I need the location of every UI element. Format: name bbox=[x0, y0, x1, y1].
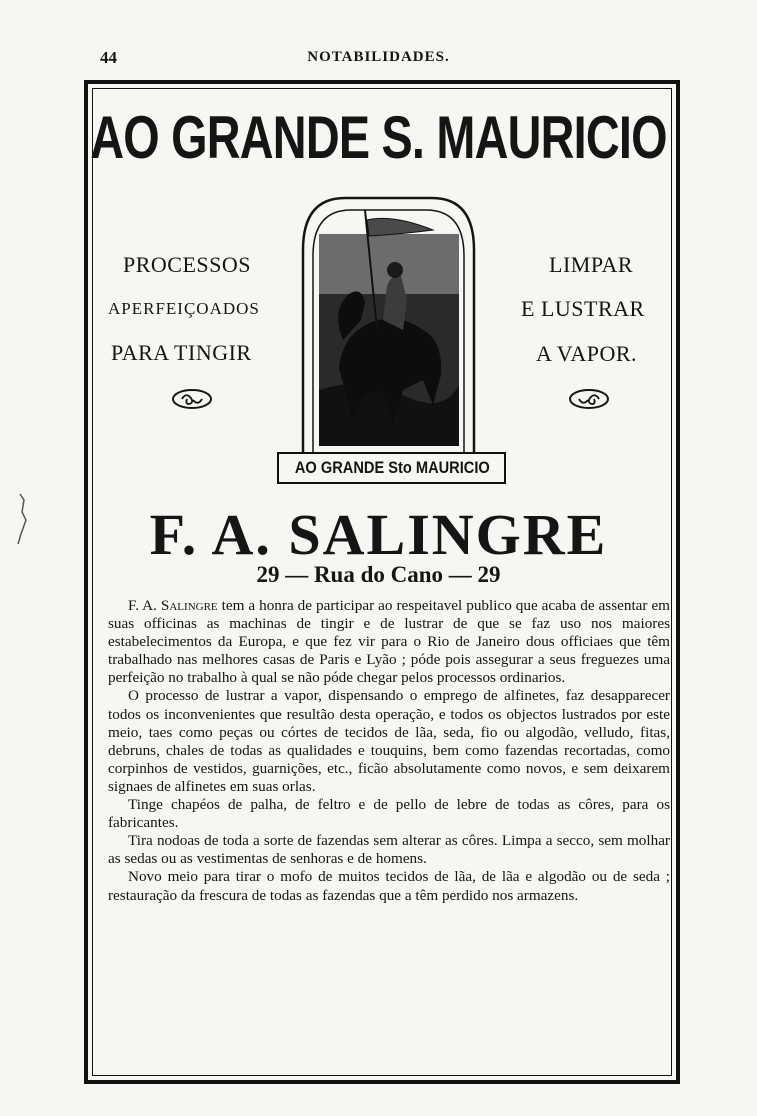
right-line-2: E LUSTRAR bbox=[521, 296, 645, 321]
paragraph-text: tem a honra de participar ao respeitavel publico que acaba de assentar em suas officinas as machinas de tingir e de lustrar de que se faz uso nos maiores estabelecimentos da Europa, e que fez vir para o Rio de Janeiro dous officiaes que têm trabalhado nas melhores casas de Paris e Lyão ; póde pois assegurar a seus freguezes uma perfeição no trabalho à qual se não póde chegar pelos processos ordinarios. bbox=[108, 597, 670, 687]
paragraph: Tinge chapéos de palha, de feltro e de pello de lebre de todas as côres, para os fabricantes. bbox=[108, 796, 670, 832]
paragraph-lead: F. A. Salingre bbox=[128, 597, 218, 614]
page-header bbox=[0, 44, 757, 74]
paragraph bbox=[108, 597, 670, 687]
right-line-1: LIMPAR bbox=[549, 252, 634, 277]
paragraph: O processo de lustrar a vapor, dispensando o emprego de alfinetes, faz desapparecer todos os inconvenientes que resultão desta operação, e todos os objectos lustrados por este meio, taes como peças ou córtes de tecidos de lãa, seda, fio ou algodão, velludo, fitas, debruns, chales de todas as qualidades e touquins, bem como fazendas recortadas, como corpinhos de vestidos, guarnições, etc., ficão absolutamente como novos, e sem deixarem signaes de alfinetes em suas orlas. bbox=[108, 687, 670, 795]
knight-on-horseback-icon bbox=[283, 190, 494, 453]
scroll-flourish-icon bbox=[170, 386, 214, 412]
advert-title: AO GRANDE S. MAURICIO bbox=[90, 104, 667, 171]
paragraph: Novo meio para tirar o mofo de muitos tecidos de lãa, de lãa e algodão ou de seda ; restauração da frescura de todas as fazendas que a têm perdido nos armazens. bbox=[108, 868, 670, 904]
margin-mark bbox=[14, 490, 32, 550]
page-number: 44 bbox=[100, 48, 117, 67]
left-line-3: PARA TINGIR bbox=[111, 340, 252, 365]
advert-body bbox=[108, 597, 670, 905]
running-title: NOTABILIDADES. bbox=[307, 49, 450, 65]
right-line-3: A VAPOR. bbox=[536, 341, 638, 366]
merchant-name: F. A. SALINGRE bbox=[149, 502, 608, 567]
left-line-1: PROCESSOS bbox=[123, 252, 252, 277]
merchant-address: 29 — Rua do Cano — 29 bbox=[256, 562, 501, 587]
paragraph: Tira nodoas de toda a sorte de fazendas sem alterar as côres. Limpa a secco, sem molhar as sedas ou as vestimentas de senhoras e de homens. bbox=[108, 832, 670, 868]
vignette-caption: AO GRANDE Sto MAURICIO bbox=[277, 452, 506, 484]
left-line-2: APERFEIÇOADOS bbox=[108, 299, 260, 318]
scroll-flourish-icon bbox=[567, 386, 611, 412]
